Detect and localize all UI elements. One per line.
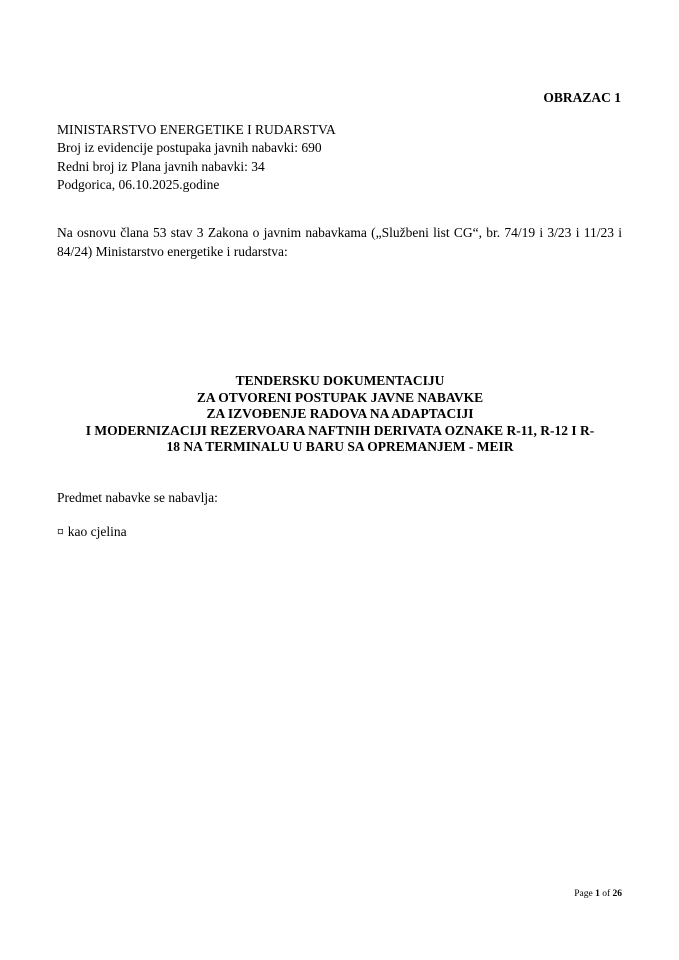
page-footer (574, 889, 622, 899)
ministry-name: MINISTARSTVO ENERGETIKE I RUDARSTVA (57, 122, 336, 137)
intro-paragraph: Na osnovu člana 53 stav 3 Zakona o javnim nabavkama („Službeni list CG“, br. 74/19 i 3/23 i 11/23 i 84/24) Ministarstvo energetike i rudarstva: (57, 225, 622, 259)
title-line: ZA OTVORENI POSTUPAK JAVNE NABAVKE (196, 389, 484, 405)
plan-number: Redni broj iz Plana javnih nabavki: 34 (57, 158, 265, 174)
title-line: ZA IZVOĐENJE RADOVA NA ADAPTACIJI (206, 406, 474, 421)
subject-label: Predmet nabavke se nabavlja: (57, 490, 218, 505)
subject-option (57, 524, 127, 540)
title-line: I MODERNIZACIJI REZERVOARA NAFTNIH DERIVATA OZNAKE R-11, R-12 I R- (85, 422, 595, 438)
subject-option-label: kao cjelina (67, 524, 127, 539)
document-title (40, 373, 640, 456)
title-line: TENDERSKU DOKUMENTACIJU (235, 373, 445, 388)
of-word: of (602, 889, 611, 899)
page-word: Page (574, 889, 593, 899)
currency-sign-bullet-icon: ¤ (57, 524, 64, 539)
form-label: OBRAZAC 1 (543, 90, 621, 105)
place-date: Podgorica, 06.10.2025.godine (57, 176, 220, 192)
page-current: 1 (595, 889, 600, 899)
header-block (57, 121, 336, 194)
page-total: 26 (612, 889, 622, 899)
evidence-number: Broj iz evidencije postupaka javnih nabavki: 690 (57, 140, 322, 156)
title-line: 18 NA TERMINALU U BARU SA OPREMANJEM - MEIR (166, 439, 514, 454)
